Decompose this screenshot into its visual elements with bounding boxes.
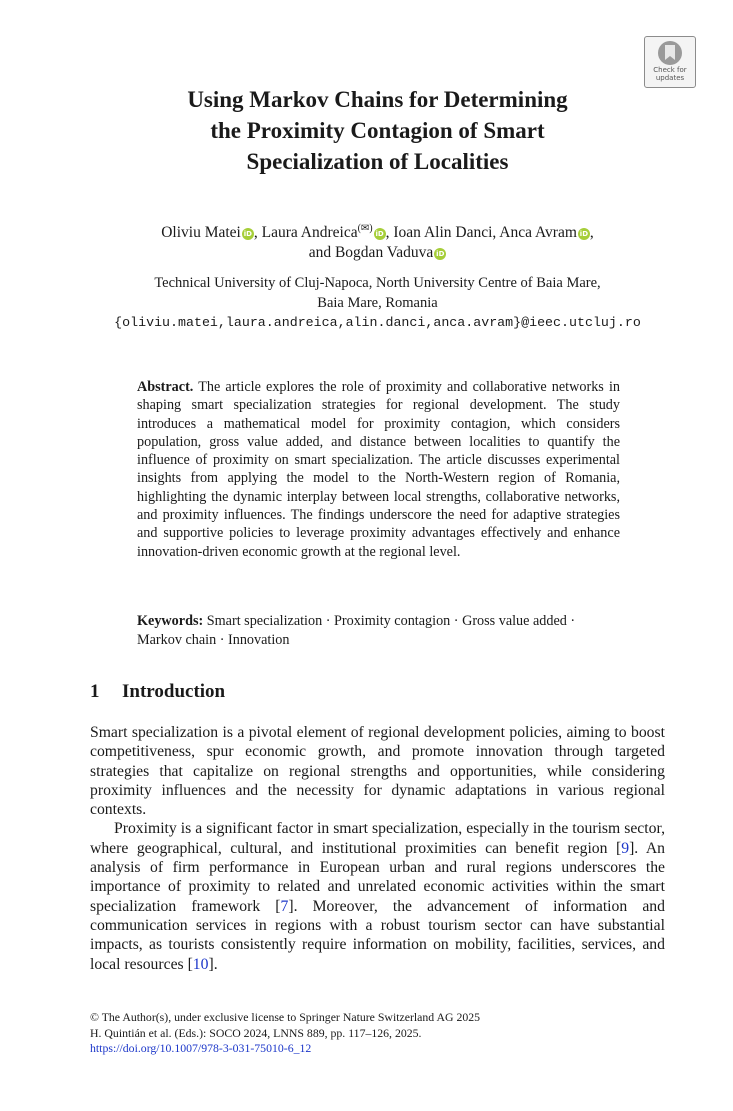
title-line-3: Specialization of Localities [246, 149, 509, 174]
orcid-icon[interactable]: iD [243, 230, 252, 238]
paragraph: Smart specialization is a pivotal element of regional development policies, aiming to boost competitiveness, spur economic growth, and promote innovation through targeted strategies that capitalize on regional strengths and opportunities, while considering proximity influences and the necessity for dynamic adaptations in various regional contexts. [90, 724, 665, 819]
doi-link[interactable]: https://doi.org/10.1007/978-3-031-75010-6_12 [90, 1041, 312, 1055]
badge-label-line1: Check for [653, 66, 687, 74]
abstract-text: The article explores the role of proximity and collaborative networks in shaping smart specialization strategies for regional development. The study introduces a mathematical model for proximity contagion, which considers population, gross value added, and distance between localities to quantify the influence of proximity on smart specialization. The article discusses experimental insights from applying the model to the North-Western region of Romania, highlighting the dynamic interplay between local strengths, collaborative networks, and proximity influences. The findings underscore the need for adaptive strategies and supportive policies to leverage proximity advantages effectively and enhance innovation-driven economic growth at the regional level. [137, 379, 620, 560]
paper-title [100, 84, 655, 177]
keywords [137, 612, 620, 649]
body-text [90, 723, 665, 974]
citation-link[interactable]: 7 [280, 897, 289, 915]
affiliation-line-1: Technical University of Cluj-Napoca, North University Centre of Baia Mare, [154, 275, 601, 291]
title-line-1: Using Markov Chains for Determining [187, 87, 568, 112]
affiliation-line-2: Baia Mare, Romania [317, 295, 438, 311]
orcid-icon[interactable]: iD [375, 230, 384, 238]
bookmark-icon [657, 40, 683, 66]
author-name: , Ioan Alin Danci, Anca Avram [385, 224, 577, 241]
author-emails: {oliviu.matei,laura.andreica,alin.danci,anca.avram}@ieec.utcluj.ro [114, 315, 641, 330]
keywords-label: Keywords: [137, 613, 204, 629]
keywords-text: Smart specialization · Proximity contagion · Gross value added · Markov chain · Innovation [137, 613, 576, 648]
abstract-label: Abstract. [137, 379, 194, 395]
copyright-line: © The Author(s), under exclusive license to Springer Nature Switzerland AG 2025 [90, 1010, 481, 1024]
affiliation [90, 273, 665, 333]
citation-link[interactable]: 10 [192, 955, 209, 973]
author-list [90, 219, 665, 263]
badge-label-line2: updates [655, 74, 685, 82]
footnote [90, 1010, 665, 1057]
author-name: and Bogdan Vaduva [308, 244, 434, 261]
orcid-icon[interactable]: iD [436, 250, 445, 258]
author-separator: , [589, 224, 594, 241]
section-heading [90, 680, 225, 704]
check-for-updates-badge[interactable] [644, 36, 696, 88]
corresponding-author-mark: (✉) [357, 223, 373, 234]
author-name: , Laura Andreica [253, 224, 358, 241]
author-name: Oliviu Matei [161, 224, 241, 241]
citation-line: H. Quintián et al. (Eds.): SOCO 2024, LNNS 889, pp. 117–126, 2025. [90, 1025, 422, 1040]
paragraph: Proximity is a significant factor in smart specialization, especially in the tourism sector, where geographical, cultural, and institutional proximities can benefit region [9]. An analysis of firm performance in European urban and rural regions underscores the importance of proximity to related and unrelated economic activities within the smart specialization framework [7]. Moreover, the advancement of information and communication services in regions with a robust tourism sector can have substantial impacts, as tourists consistently require information on mobility, facilities, services, and local resources [10]. [90, 820, 666, 973]
title-line-2: the Proximity Contagion of Smart [210, 118, 545, 143]
orcid-icon[interactable]: iD [579, 230, 589, 238]
section-number: 1 [90, 681, 100, 702]
abstract [137, 378, 620, 561]
section-title: Introduction [122, 681, 226, 702]
citation-link[interactable]: 9 [621, 839, 630, 857]
